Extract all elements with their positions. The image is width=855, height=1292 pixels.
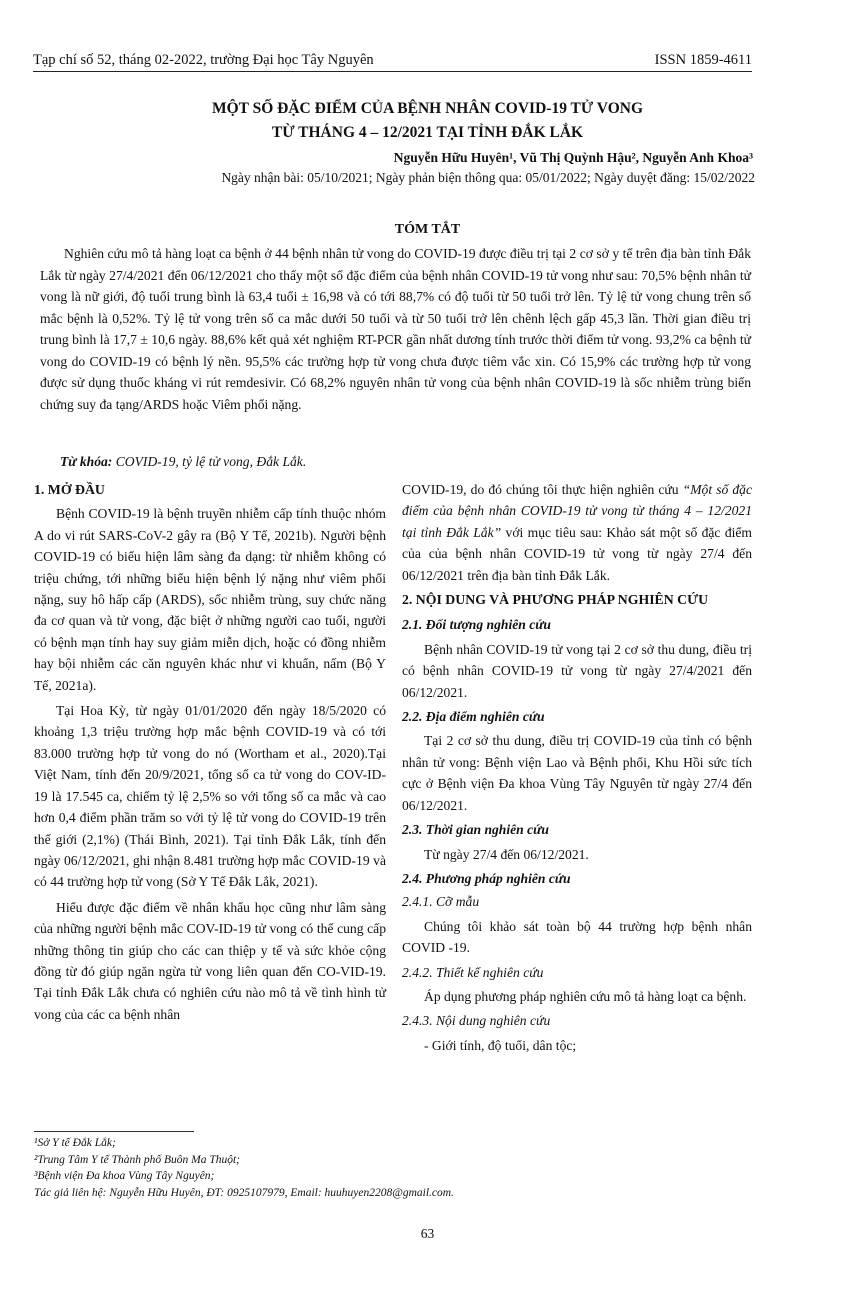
study-title-quote: “Một số đặc điểm của bệnh nhân COVID-19 tử vong từ tháng 4 – 12/2021 tại tỉnh Đắk Lắk”	[402, 482, 753, 540]
title-line-1: MỘT SỐ ĐẶC ĐIỂM CỦA BỆNH NHÂN COVID-19 TỬ VONG	[212, 100, 643, 117]
article-title	[0, 97, 855, 145]
author-list: Nguyễn Hữu Huyên¹, Vũ Thị Quỳnh Hậu², Nguyễn Anh Khoa³	[393, 150, 753, 165]
right-column	[402, 479, 752, 1056]
subsection-2-3-heading: 2.3. Thời gian nghiên cứu	[402, 822, 549, 838]
footnote-divider	[34, 1131, 194, 1132]
subsection-2-4-2-heading: 2.4.2. Thiết kế nghiên cứu	[402, 964, 544, 980]
footnote-2: ²Trung Tâm Y tế Thành phố Buôn Ma Thuột;	[34, 1153, 241, 1166]
title-line-2: TỪ THÁNG 4 – 12/2021 TẠI TỈNH ĐẮK LẮK	[271, 124, 584, 141]
subsection-2-4-heading: 2.4. Phương pháp nghiên cứu	[402, 870, 571, 886]
footnotes	[34, 1135, 454, 1201]
subsection-2-1-text: Bệnh nhân COVID-19 tử vong tại 2 cơ sở thu dung, điều trị có bệnh nhân COVID-19 tử vong từ ngày 27/4/2021 đến 06/12/2021.	[402, 641, 752, 700]
subsection-2-4-2-text: Áp dụng phương pháp nghiên cứu mô tả hàng loạt ca bệnh.	[424, 988, 747, 1004]
subsection-2-4-3-item: - Giới tính, độ tuổi, dân tộc;	[424, 1037, 577, 1053]
subsection-2-4-1-heading: 2.4.1. Cỡ mẫu	[402, 894, 480, 910]
subsection-2-3-text: Từ ngày 27/4 đến 06/12/2021.	[424, 846, 589, 862]
abstract-text: Nghiên cứu mô tả hàng loạt ca bệnh ở 44 bệnh nhân tử vong do COVID-19 được điều trị tại 2 cơ sở y tế trên địa bàn tỉnh Đắk Lắk từ ngày 27/4/2021 đến 06/12/2021 cho thấy một số đặc điểm của bệnh nhân COVID-19 tử vong như sau: 70,5% bệnh nhân tử vong là nữ giới, độ tuổi trung bình là 63,4 tuổi ± 16,98 và có tới 88,7% có độ tuổi từ 50 tuổi trở lên. Tỷ lệ tử vong chung trên số mắc bệnh là 0,52%. Tỷ lệ tử vong trên số ca mắc dưới 50 tuổi và từ 50 tuổi trở lên chênh lệch gấp 45,3 lần. Thời gian điều trị trung bình là 17,7 ± 10,6 ngày. 88,6% kết quả xét nghiệm RT-PCR gần nhất dương tính trước thời điểm tử vong. 93,2% ca bệnh tử vong do COVID-19 có bệnh lý nền. 95,5% các trường hợp tử vong chưa được tiêm vắc xin. Có 15,9% các trường hợp tử vong được sử dụng thuốc kháng vi rút remdesivir. Có 68,2% nguyên nhân tử vong của bệnh nhân COVID-19 là sốc nhiễm trùng biến chứng suy đa tạng/ARDS hoặc Viêm phổi nặng.	[40, 246, 751, 412]
intro-paragraph-2: Tại Hoa Kỳ, từ ngày 01/01/2020 đến ngày 18/5/2020 có khoảng 1,3 triệu trường hợp mắc bệnh COVID-19 và có tới 83.000 trường hợp tử vong do nó (Wortham et al., 2020).Tại Việt Nam, tính đến 20/9/2021, tổng số ca tử vong do COV-ID-19 là 17.545 ca, chiếm tỷ lệ 2,5% so với tổng số ca mắc và cao hơn 0,4 điểm phần trăm so với tỷ lệ tử vong do COVID-19 trên thế giới (2,1%) (Thái Bình, 2021). Tại tỉnh Đắk Lắk, tính đến ngày 06/12/2021, ghi nhận 8.481 trường hợp mắc COVID-19 và có 44 trường hợp tử vong (Sở Y Tế Đắk Lắk, 2021).	[34, 703, 386, 890]
intro-cont-a: COVID-19, do đó chúng tôi thực hiện nghiên cứu	[402, 482, 683, 497]
intro-paragraph-1: Bệnh COVID-19 là bệnh truyền nhiễm cấp tính thuộc nhóm A do vi rút SARS-CoV-2 gây ra (Bộ Y Tế, 2021b). Người bệnh COVID-19 có biểu hiện lâm sàng đa dạng: từ nhiễm không có triệu chứng, tới những biểu hiện bệnh lý nặng như viêm phổi nặng, suy hô hấp cấp (ARDS), sốc nhiễm trùng, suy chức năng đa cơ quan và tử vong, đặc biệt ở những người cao tuổi, người có bệnh mạn tính hay suy giảm miễn dịch, hoặc có đồng nhiễm hay bội nhiễm các căn nguyên khác như vi khuẩn, nấm (Bộ Y Tế, 2021a).	[34, 506, 386, 693]
section-methods-heading: 2. NỘI DUNG VÀ PHƯƠNG PHÁP NGHIÊN CỨU	[402, 592, 709, 608]
journal-citation: Tạp chí số 52, tháng 02-2022, trường Đại học Tây Nguyên	[33, 52, 374, 68]
keywords	[60, 454, 306, 470]
footnote-contact: Tác giả liên hệ: Nguyễn Hữu Huyên, ĐT: 0925107979, Email: huuhuyen2208@gmail.com.	[34, 1186, 454, 1199]
keywords-label: Từ khóa:	[60, 454, 113, 469]
issn: ISSN 1859-4611	[654, 52, 752, 68]
submission-dates: Ngày nhận bài: 05/10/2021; Ngày phản biện thông qua: 05/01/2022; Ngày duyệt đăng: 15/02/2022	[221, 170, 755, 185]
subsection-2-2-heading: 2.2. Địa điểm nghiên cứu	[402, 709, 545, 725]
subsection-2-1-heading: 2.1. Đối tượng nghiên cứu	[402, 617, 551, 633]
intro-continuation	[402, 479, 752, 586]
abstract-heading: TÓM TẮT	[394, 222, 461, 237]
page-number: 63	[420, 1226, 435, 1241]
subsection-2-4-3-heading: 2.4.3. Nội dung nghiên cứu	[402, 1013, 551, 1029]
subsection-2-2-text: Tại 2 cơ sở thu dung, điều trị COVID-19 của tỉnh có bệnh nhân tử vong: Bệnh viện Lao và Bệnh phổi, Khu Hồi sức tích cực ở Bệnh viện Đa khoa Vùng Tây Nguyên từ ngày 27/4 đến 06/12/2021.	[402, 733, 752, 813]
intro-cont-c: với mục tiêu sau: Khảo sát một số đặc điểm của của bệnh nhân COVID-19 tử vong từ ngày 27/4 đến 06/12/2021 trên địa bàn tỉnh Đắk Lắk.	[402, 524, 752, 583]
intro-paragraph-3: Hiểu được đặc điểm về nhân khẩu học cũng như lâm sàng của những người bệnh mắc COV-ID-19 tử vong có thể cung cấp những thông tin giúp cho các can thiệp y tế và sức khỏe cộng đồng từ đó giúp ngăn ngừa tử vong liên quan đến CO-VID-19. Tại tỉnh Đắk Lắk chưa có nghiên cứu nào mô tả về tình hình tử vong của các ca bệnh nhân	[34, 899, 386, 1022]
keywords-text: COVID-19, tỷ lệ tử vong, Đắk Lắk.	[112, 454, 307, 469]
left-column	[34, 479, 386, 1025]
footnote-3: ³Bệnh viện Đa khoa Vùng Tây Nguyên;	[34, 1170, 215, 1182]
running-header	[33, 52, 752, 72]
section-intro-heading: 1. MỞ ĐẦU	[34, 482, 105, 497]
footnote-1: ¹Sở Y tế Đắk Lắk;	[34, 1137, 116, 1149]
subsection-2-4-1-text: Chúng tôi khảo sát toàn bộ 44 trường hợp bệnh nhân COVID -19.	[402, 918, 752, 956]
